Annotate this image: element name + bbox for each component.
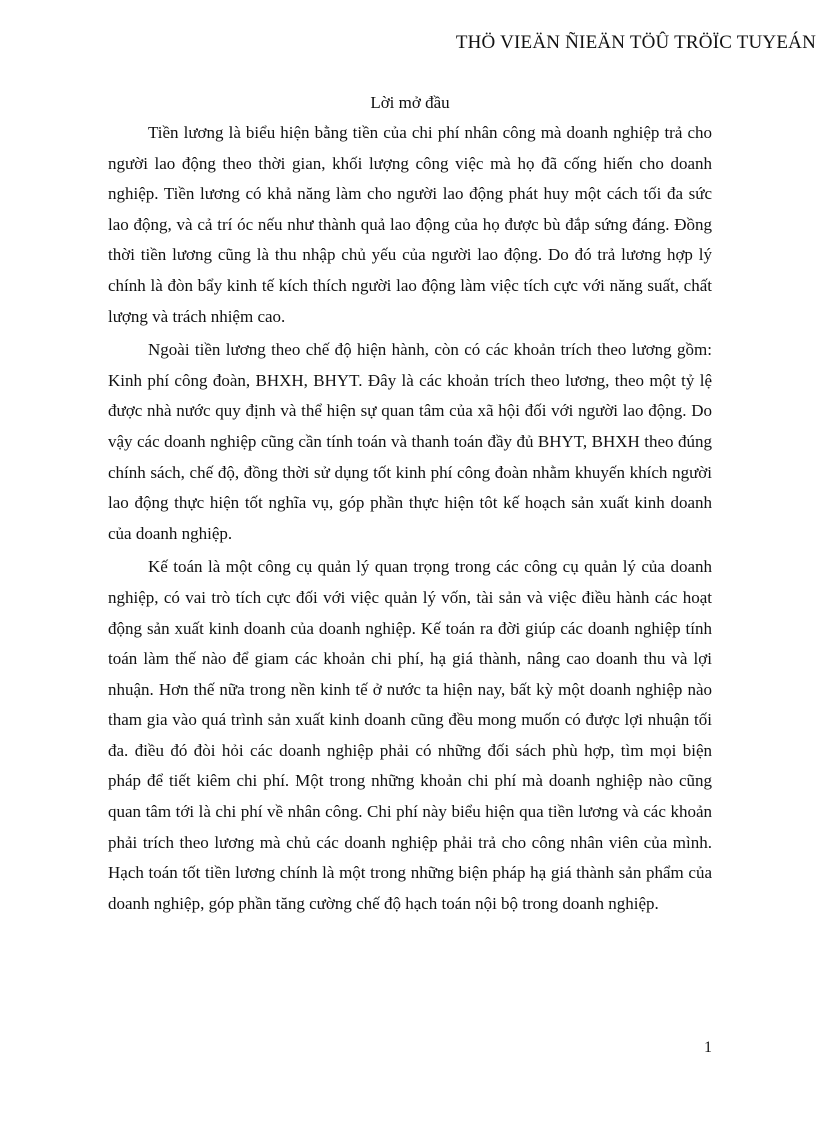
paragraph-1: Tiền lương là biểu hiện bằng tiền của chi phí nhân công mà doanh nghiệp trả cho người lao động theo thời gian, khối lượng công việc mà họ đã cống hiến cho doanh nghiệp. Tiền lương có khả năng làm cho người lao động phát huy một cách tối đa sức lao động, và cả trí óc nếu như thành quả lao động của họ được bù đắp sứng đáng. Đồng thời tiền lương cũng là thu nhập chủ yếu của người lao động. Do đó trả lương hợp lý chính là đòn bẩy kinh tế kích thích người lao động làm việc tích cực với năng suất, chất lượng và trách nhiệm cao.: [108, 123, 712, 326]
paragraph-3: Kế toán là một công cụ quản lý quan trọng trong các công cụ quản lý của doanh nghiệp, có vai trò tích cực đối với việc quản lý vốn, tài sản và việc điều hành các hoạt động sản xuất kinh doanh của doanh nghiệp. Kế toán ra đời giúp các doanh nghiệp tính toán làm thế nào để giam các khoản chi phí, hạ giá thành, nâng cao doanh thu và lợi nhuận. Hơn thế nữa trong nền kinh tế ở nước ta hiện nay, bất kỳ một doanh nghiệp nào tham gia vào quá trình sản xuất kinh doanh cũng đều mong muốn có được lợi nhuận tối đa. điều đó đòi hỏi các doanh nghiệp phải có những đối sách phù hợp, tìm mọi biện pháp để tiết kiêm chi phí. Một trong những khoản chi phí mà doanh nghiệp nào cũng quan tâm tới là chi phí về nhân công. Chi phí này biểu hiện qua tiền lương và các khoản phải trích theo lương mà chủ các doanh nghiệp phải trả cho công nhân viên của mình. Hạch toán tốt tiền lương chính là một trong những biện pháp hạ giá thành sản phẩm của doanh nghiệp, góp phần tăng cường chế độ hạch toán nội bộ trong doanh nghiệp.: [108, 557, 712, 913]
document-body: [108, 91, 712, 922]
paragraph-2: Ngoài tiền lương theo chế độ hiện hành, còn có các khoản trích theo lương gồm: Kinh phí công đoàn, BHXH, BHYT. Đây là các khoản trích theo lương, theo một tỷ lệ được nhà nước quy định và thể hiện sự quan tâm của xã hội đối với người lao động. Do vậy các doanh nghiệp cũng cần tính toán và thanh toán đầy đủ BHYT, BHXH theo đúng chính sách, chế độ, đồng thời sử dụng tốt kinh phí công đoàn nhằm khuyến khích người lao động thực hiện tốt nghĩa vụ, góp phần thực hiện tôt kế hoạch sản xuất kinh doanh của doanh nghiệp.: [108, 340, 712, 543]
document-title: Lời mở đầu: [370, 93, 450, 112]
running-header: THÖ VIEÄN ÑIEÄN TÖÛ TRÖÏC TUYEÁN: [455, 32, 816, 53]
page-number: 1: [704, 1039, 712, 1056]
